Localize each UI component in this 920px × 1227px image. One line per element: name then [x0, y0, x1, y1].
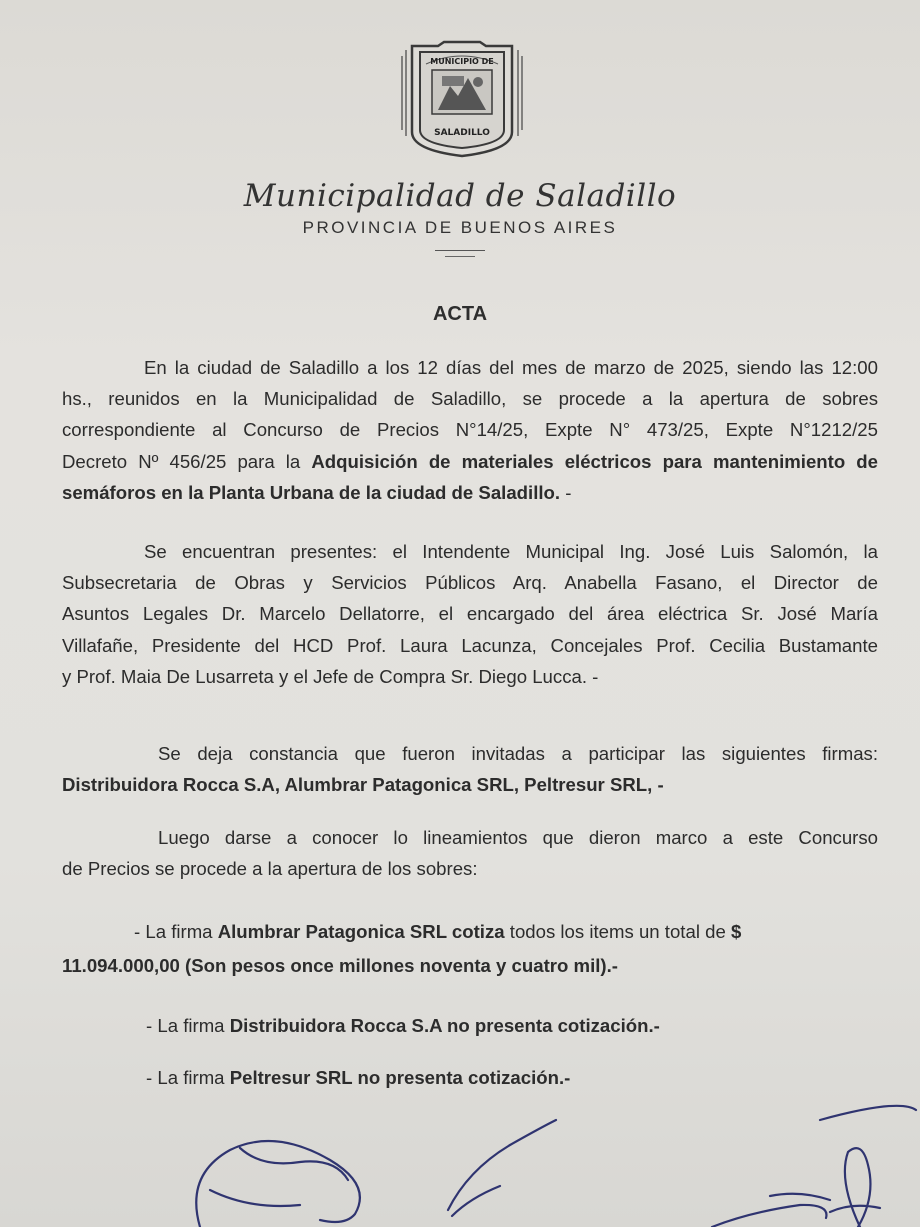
- emblem-top-text: MUNICIPIO DE: [430, 57, 494, 66]
- bold-text-run: Adquisición de materiales eléctricos para mantenimiento de: [311, 450, 878, 472]
- paragraph-line: En la ciudad de Saladillo a los 12 días del mes de marzo de 2025, siendo las 12:00: [144, 357, 878, 378]
- paragraph-line: de Precios se procede a la apertura de los sobres:: [62, 858, 478, 880]
- paragraph-line: Se deja constancia que fueron invitadas a participar las siguientes firmas:: [158, 743, 878, 764]
- acta-title: ACTA: [432, 303, 488, 325]
- bold-text-run: $: [730, 921, 742, 942]
- bid-item: [146, 1010, 660, 1041]
- paragraph-opening: [62, 352, 878, 508]
- header-divider: [435, 250, 485, 251]
- bold-text-run: Peltresur SRL no presenta cotización.-: [229, 1067, 571, 1088]
- bid-item: [146, 1062, 570, 1093]
- paragraph-attendees: [62, 536, 878, 692]
- paragraph-line: hs., reunidos en la Municipalidad de Saladillo, se procede a la apertura de sobres: [62, 388, 878, 410]
- paragraph-line: Se encuentran presentes: el Intendente Municipal Ing. José Luis Salomón, la: [144, 541, 878, 562]
- signature-left: [196, 1141, 360, 1227]
- municipality-title: Municipalidad de Saladillo: [243, 178, 677, 214]
- province-subtitle: PROVINCIA DE BUENOS AIRES: [302, 218, 618, 237]
- bold-text-run: Alumbrar Patagonica SRL cotiza: [217, 921, 505, 942]
- paragraph-line: Luego darse a conocer lo lineamientos que dieron marco a este Concurso: [158, 827, 878, 848]
- bid-item: [134, 916, 741, 947]
- paragraph-line: Subsecretaria de Obras y Servicios Públicos Arq. Anabella Fasano, el Director de: [62, 572, 878, 594]
- invited-firms-list: Distribuidora Rocca S.A, Alumbrar Patagonica SRL, Peltresur SRL, -: [62, 774, 664, 796]
- text-run: - La firma: [146, 1015, 230, 1036]
- text-run: todos los items un total de: [504, 921, 731, 942]
- paragraph-line: [62, 446, 878, 477]
- text-run: -: [560, 481, 572, 503]
- bid-amount: 11.094.000,00 (Son pesos once millones noventa y cuatro mil).-: [62, 955, 618, 976]
- emblem-bottom-text: SALADILLO: [434, 128, 490, 138]
- paragraph-line: correspondiente al Concurso de Precios N°14/25, Expte N° 473/25, Expte N°1212/25: [62, 419, 878, 441]
- paragraph-invited-firms: [62, 738, 878, 800]
- municipal-emblem-logo: [398, 40, 526, 158]
- paragraph-line: Villafañe, Presidente del HCD Prof. Laura Lacunza, Concejales Prof. Cecilia Bustamante: [62, 634, 878, 656]
- text-run: - La firma: [134, 921, 218, 942]
- paragraph-line: y Prof. Maia De Lusarreta y el Jefe de Compra Sr. Diego Lucca. -: [62, 665, 599, 687]
- paragraph-line: [62, 477, 878, 508]
- header-divider-short: [445, 256, 475, 257]
- paragraph-line: Asuntos Legales Dr. Marcelo Dellatorre, el encargado del área eléctrica Sr. José María: [62, 603, 878, 625]
- text-run: Decreto Nº 456/25 para la: [62, 450, 312, 472]
- paragraph-procedure: [62, 822, 878, 884]
- bold-text-run: semáforos en la Planta Urbana de la ciudad de Saladillo.: [62, 481, 561, 503]
- bold-text-run: Distribuidora Rocca S.A no presenta cotización.-: [229, 1015, 660, 1036]
- signature-right: [712, 1106, 916, 1227]
- signature-middle: [448, 1120, 556, 1216]
- text-run: - La firma: [146, 1067, 230, 1088]
